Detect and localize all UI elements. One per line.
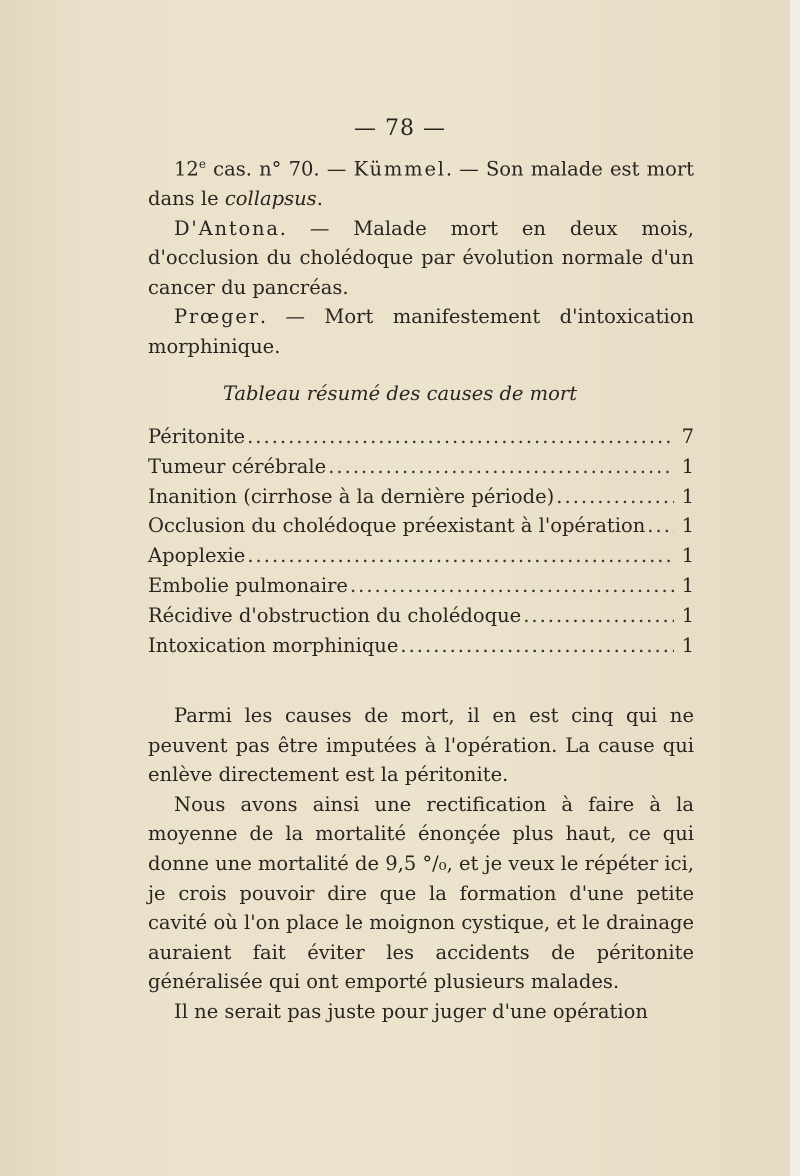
case-paragraph — [148, 214, 694, 303]
case-text: . — Mort manifestement d'intoxication morphinique. — [148, 305, 694, 359]
cause-count: 1 — [681, 573, 694, 597]
cause-count: 1 — [681, 454, 694, 478]
cause-row — [148, 574, 694, 604]
cause-row — [148, 425, 694, 455]
dot-leader — [247, 544, 674, 567]
body-paragraph: Nous avons ainsi une rectification à faire à la moyenne de la mortalité énonçée plus haut, ce qui donne une mortalité de 9,5 °/₀, et je veux le répéter ici, je crois pouvoir dire que la formation d'une petite cavité où l'on place le moignon cystique, et le drainage auraient fait éviter les accidents de péritonite généralisée qui ont emporté plusieurs malades. — [148, 792, 694, 994]
cause-count: 1 — [681, 633, 694, 657]
dot-leader — [400, 634, 674, 657]
dot-leader — [328, 455, 674, 478]
page-number: — 78 — — [354, 116, 446, 141]
cause-count: 1 — [681, 514, 694, 538]
cause-row — [148, 455, 694, 485]
italic-term: collapsus — [224, 187, 317, 211]
case-number: 12 — [174, 157, 199, 181]
cause-label: Intoxication morphinique — [148, 633, 399, 657]
dot-leader — [350, 574, 674, 597]
cause-label: Inanition (cirrhose à la dernière période) — [148, 484, 555, 508]
body-paragraph: Il ne serait pas juste pour juger d'une opération — [174, 999, 648, 1023]
body-text — [148, 701, 694, 1027]
dot-leader — [523, 604, 674, 627]
causes-table — [148, 425, 694, 663]
cause-row — [148, 604, 694, 634]
body-paragraph: Parmi les causes de mort, il en est cinq qui ne peuvent pas être imputées à l'opération. La cause qui enlève directement est la péritonite. — [148, 704, 694, 787]
table-title: Tableau résumé des causes de mort — [222, 382, 578, 405]
author-name: D'Antona — [174, 216, 280, 240]
cause-label: Apoplexie — [148, 544, 246, 568]
cause-row — [148, 514, 694, 544]
cause-count: 1 — [681, 544, 694, 568]
case-text: . — Son malade est mort dans le — [148, 157, 694, 211]
case-text-end: . — [316, 187, 323, 211]
cause-row — [148, 485, 694, 515]
cause-row — [148, 634, 694, 664]
dot-leader — [556, 485, 674, 508]
cause-count: 1 — [681, 484, 694, 508]
cause-label: Péritonite — [148, 425, 246, 448]
case-paragraph — [148, 302, 694, 361]
cause-row — [148, 544, 694, 574]
case-text: . — Malade mort en deux mois, d'occlusion du cholédoque par évolution normale d'un cancer du pancréas. — [148, 216, 694, 299]
cause-count: 1 — [681, 603, 694, 627]
cause-label: Embolie pulmonaire — [148, 573, 348, 597]
cause-label: Occlusion du cholédoque préexistant à l'opération — [148, 514, 646, 538]
cause-label: Tumeur cérébrale — [148, 454, 327, 478]
ordinal-superscript: e — [198, 157, 206, 171]
dot-leader — [647, 514, 674, 537]
author-name: Prœger — [174, 305, 260, 329]
case-ref: cas. n° 70. — — [205, 157, 354, 181]
cause-label: Récidive d'obstruction du cholédoque — [148, 603, 522, 627]
dot-leader — [247, 425, 674, 448]
author-name: Kümmel — [353, 157, 446, 181]
cause-count: 7 — [681, 425, 694, 448]
case-paragraph — [148, 150, 694, 214]
page-edge — [790, 0, 800, 1176]
intro-text — [148, 150, 694, 362]
